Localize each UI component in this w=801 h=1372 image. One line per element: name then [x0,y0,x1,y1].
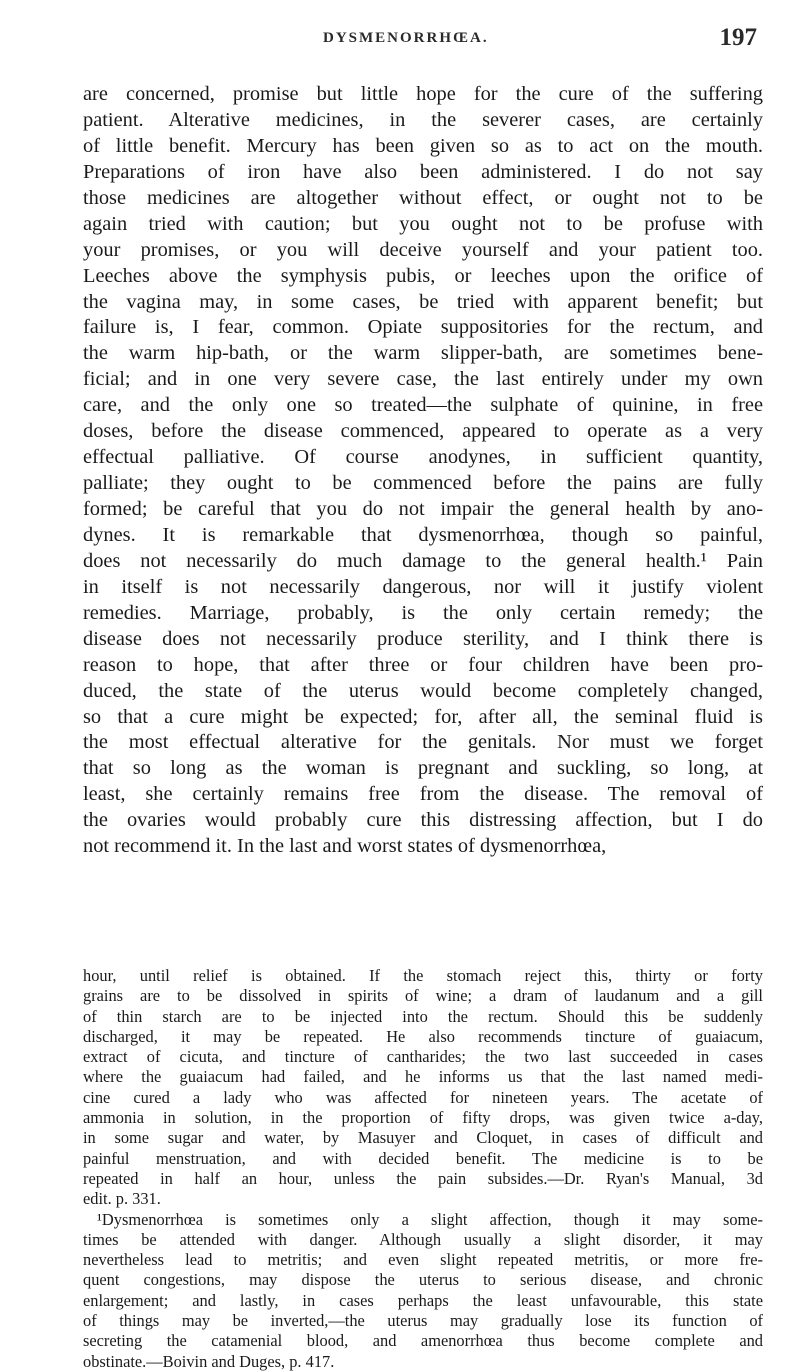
running-title: DYSMENORRHŒA. [323,30,489,46]
text-line: does not necessarily do much damage to the general health.¹ Pain [83,549,763,572]
text-line: remedies. Marriage, probably, is the only certain remedy; the [83,601,763,624]
footnote-line: edit. p. 331. [83,1189,161,1209]
footnote-line: secreting the catamenial blood, and amenorrhœa thus become complete and [83,1331,763,1351]
text-line: doses, before the disease commenced, appeared to operate as a very [83,420,763,443]
footnote-line: ¹Dysmenorrhœa is sometimes only a slight affection, though it may some- [97,1209,763,1229]
footnote-line: of things may be inverted,—the uterus may gradually lose its function of [83,1311,763,1331]
text-line: patient. Alterative medicines, in the severer cases, are certainly [83,108,763,131]
text-line: reason to hope, that after three or four children have been pro- [83,653,763,676]
text-line: again tried with caution; but you ought not to be profuse with [83,212,763,235]
text-line: the warm hip-bath, or the warm slipper-bath, are sometimes bene- [83,342,763,365]
footnote-line: painful menstruation, and with decided benefit. The medicine is to be [83,1148,763,1168]
footnote-line: repeated in half an hour, unless the pain subsides.—Dr. Ryan's Manual, 3d [83,1168,763,1188]
text-line: disease does not necessarily produce sterility, and I think there is [83,627,763,650]
text-line: Leeches above the symphysis pubis, or leeches upon the orifice of [83,264,763,287]
footnote-line: in some sugar and water, by Masuyer and Cloquet, in cases of difficult and [83,1128,763,1148]
text-line: are concerned, promise but little hope for the cure of the suffering [83,83,763,105]
footnote-line: grains are to be dissolved in spirits of wine; a dram of laudanum and a gill [83,986,763,1006]
text-line: duced, the state of the uterus would become completely changed, [83,679,763,702]
text-line: failure is, I fear, common. Opiate suppositories for the rectum, and [83,316,763,339]
text-line: of little benefit. Mercury has been given so as to act on the mouth. [83,134,763,157]
footnote-line: of thin starch are to be injected into the rectum. Should this be suddenly [83,1006,763,1026]
text-line: ficial; and in one very severe case, the last entirely under my own [83,368,763,391]
footnote-line: where the guaiacum had failed, and he informs us that the last named medi- [83,1067,763,1087]
text-line: that so long as the woman is pregnant and suckling, so long, at [83,757,763,780]
footnote-line: obstinate.—Boivin and Duges, p. 417. [83,1351,335,1371]
footnote-line: discharged, it may be repeated. He also recommends tincture of guaiacum, [83,1026,763,1046]
footnote-line: times be attended with danger. Although usually a slight disorder, it may [83,1229,763,1249]
text-line: the ovaries would probably cure this distressing affection, but I do [83,809,763,832]
page-number: 197 [719,24,757,51]
footnote-line: extract of cicuta, and tincture of cantharides; the two last succeeded in cases [83,1047,763,1067]
text-line: those medicines are altogether without effect, or ought not to be [83,186,763,209]
footnote-line: hour, until relief is obtained. If the stomach reject this, thirty or forty [83,966,763,985]
footnote-line: quent congestions, may dispose the uterus to serious disease, and chronic [83,1270,763,1290]
footnote-line: cine cured a lady who was affected for nineteen years. The acetate of [83,1087,763,1107]
footnote-line: ammonia in solution, in the proportion of fifty drops, was given twice a-day, [83,1108,763,1128]
text-line: palliate; they ought to be commenced before the pains are fully [83,472,763,495]
text-line: so that a cure might be expected; for, after all, the seminal fluid is [83,705,763,728]
text-line: least, she certainly remains free from the disease. The removal of [83,783,763,806]
text-line: dynes. It is remarkable that dysmenorrhœa, though so painful, [83,523,763,546]
text-line: care, and the only one so treated—the sulphate of quinine, in free [83,394,763,417]
text-line: not recommend it. In the last and worst states of dysmenorrhœa, [83,835,607,858]
running-head [0,24,801,56]
text-line: effectual palliative. Of course anodynes, in sufficient quantity, [83,446,763,469]
footnote-line: enlargement; and lastly, in cases perhaps the least unfavourable, this state [83,1290,763,1310]
text-line: your promises, or you will deceive yourself and your patient too. [83,238,763,261]
footnotes [83,966,763,1372]
text-line: the most effectual alterative for the genitals. Nor must we forget [83,731,763,754]
footnote-line: nevertheless lead to metritis; and even slight repeated metritis, or more fre- [83,1250,763,1270]
text-line: formed; be careful that you do not impair the general health by ano- [83,498,763,520]
text-line: the vagina may, in some cases, be tried with apparent benefit; but [83,290,763,313]
text-line: in itself is not necessarily dangerous, nor will it justify violent [83,575,763,598]
text-line: Preparations of iron have also been administered. I do not say [83,160,763,183]
main-text [83,82,763,860]
